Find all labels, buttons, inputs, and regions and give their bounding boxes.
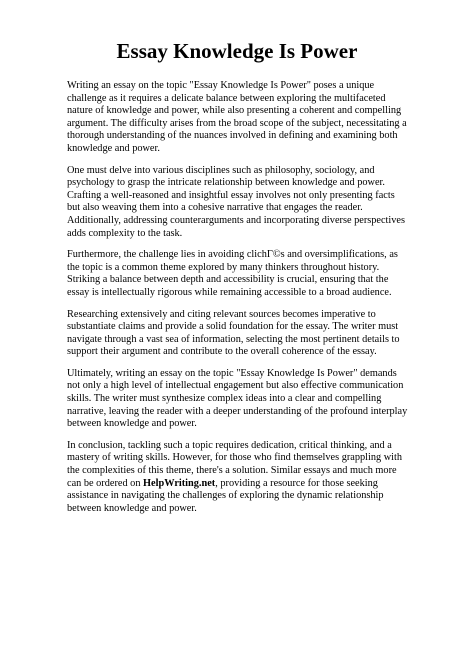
paragraph-cliches: Furthermore, the challenge lies in avoiding clichГ©s and oversimplifications, as the topic is a common theme explored by many thinkers throughout history. Striking a balance between depth and accessibility is crucial, ensuring that the essay is intellectually rigorous while remaining accessible to a broad audience. (67, 249, 398, 298)
helpwriting-link: HelpWriting.net (143, 477, 216, 489)
paragraph-ultimately: Ultimately, writing an essay on the topic "Essay Knowledge Is Power" demands not only a high level of intellectual engagement but also effective communication skills. The writer must synthesize complex ideas into a clear and compelling narrative, leaving the reader with a deeper understanding of the profound interplay between knowledge and power. (67, 367, 408, 430)
page-title: Essay Knowledge Is Power (116, 39, 358, 63)
conclusion-text-end: , providing a resource for those seeking assistance in navigating the challenges of exploring the dynamic relationship between knowledge and power. (67, 477, 384, 514)
essay-body (67, 80, 409, 524)
paragraph-intro: Writing an essay on the topic "Essay Knowledge Is Power" poses a unique challenge as it requires a delicate balance between exploring the multifaceted nature of knowledge and power, while also presenting a coherent and compelling argument. The difficulty arises from the broad scope of the subject, necessitating a thorough understanding of the nuances involved in defining and examining both knowledge and power. (67, 80, 407, 154)
paragraph-disciplines: One must delve into various disciplines such as philosophy, sociology, and psychology to grasp the intricate relationship between knowledge and power. Crafting a well-reasoned and insightful essay involves not only presenting facts but also weaving them into a cohesive narrative that engages the reader. Additionally, addressing counterarguments and incorporating diverse perspectives adds complexity to the task. (67, 164, 405, 239)
paragraph-conclusion (67, 440, 409, 516)
conclusion-text-start: In conclusion, tackling such a topic requires dedication, critical thinking, and a mastery of writing skills. However, for those who find themselves grappling with the complexities of this theme, there's a solution. Similar essays and much more can be ordered on (67, 439, 403, 489)
paragraph-research: Researching extensively and citing relevant sources becomes imperative to substantiate claims and provide a solid foundation for the essay. The writer must navigate through a vast sea of information, selecting the most pertinent details to support their argument and contribute to the overall coherence of the essay. (67, 308, 400, 358)
